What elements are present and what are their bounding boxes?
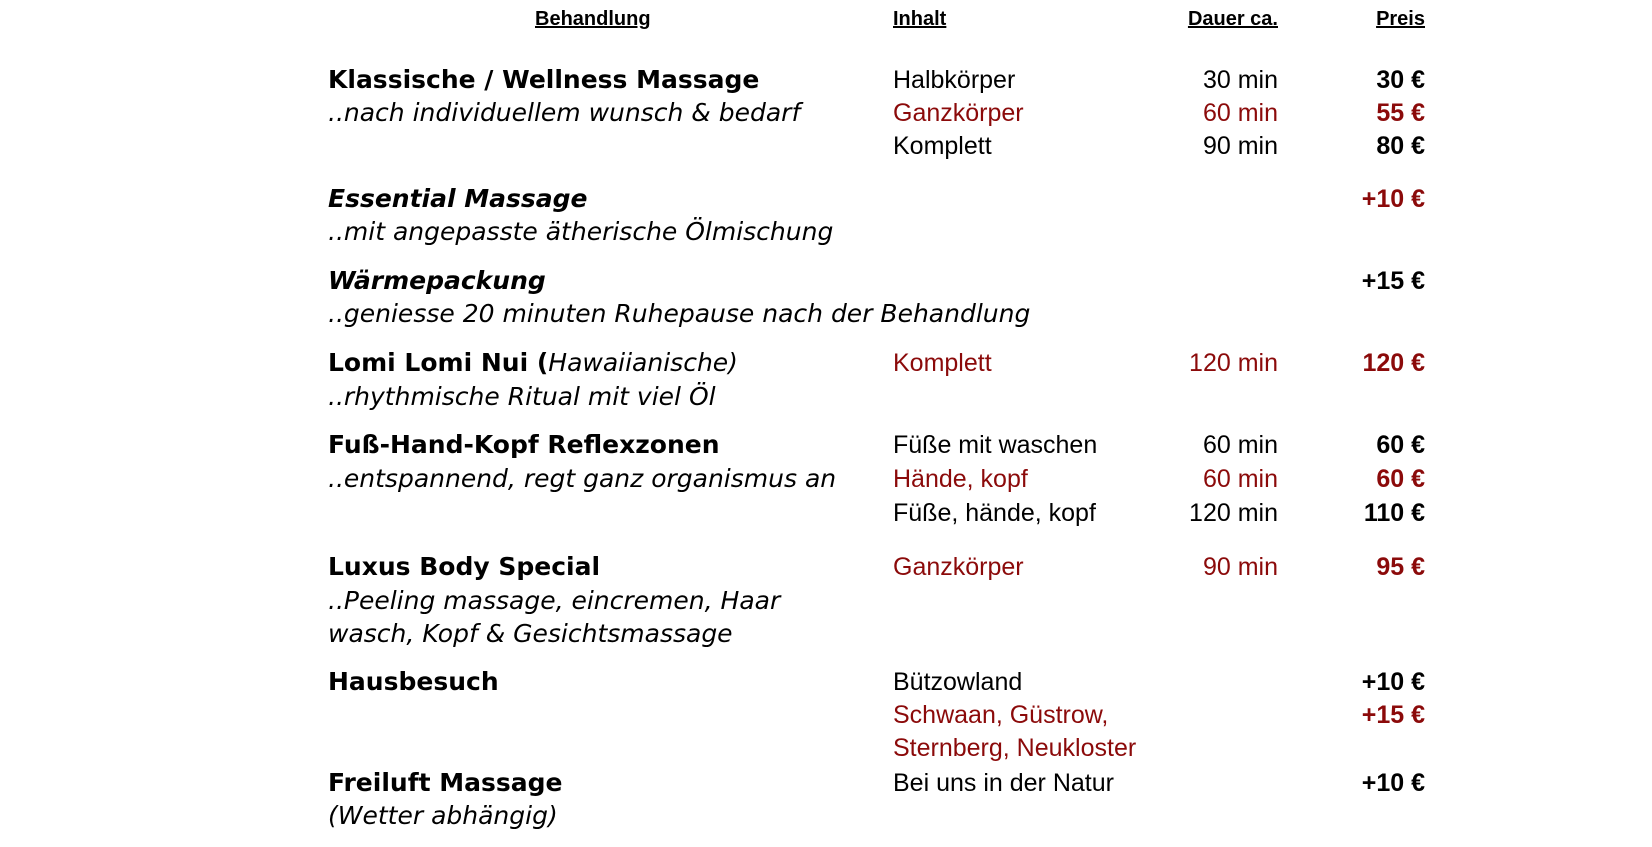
inhalt-cell: Füße, hände, kopf <box>893 499 1096 527</box>
dauer-cell: 120 min <box>1189 349 1278 377</box>
treatment-desc: ..rhythmische Ritual mit viel Öl <box>328 382 716 411</box>
treatment-name-italic: Hawaiianische) <box>548 348 738 377</box>
header-preis: Preis <box>1376 8 1425 30</box>
header-inhalt: Inhalt <box>893 8 947 30</box>
treatment-desc: (Wetter abhängig) <box>328 801 558 830</box>
treatment-desc: ..nach individuellem wunsch & bedarf <box>328 98 801 127</box>
inhalt-cell-line2: Sternberg, Neukloster <box>893 734 1137 762</box>
price-cell: +10 € <box>1361 185 1425 213</box>
treatment-name-main: Lomi Lomi Nui ( <box>328 348 549 377</box>
inhalt-cell: Halbkörper <box>893 66 1016 94</box>
inhalt-cell: Bei uns in der Natur <box>893 769 1114 797</box>
header-dauer: Dauer ca. <box>1187 8 1278 30</box>
price-cell: 60 € <box>1376 431 1425 459</box>
treatment-desc: ..Peeling massage, eincremen, Haar <box>328 586 781 615</box>
treatment-name: Wärmepackung <box>328 266 546 295</box>
treatment-desc: ..mit angepasste ätherische Ölmischung <box>328 217 834 246</box>
inhalt-cell: Schwaan, Güstrow, <box>893 701 1109 729</box>
price-cell: 110 € <box>1363 499 1425 527</box>
price-cell: 120 € <box>1362 349 1425 377</box>
inhalt-cell: Bützowland <box>893 668 1023 696</box>
inhalt-cell: Füße mit waschen <box>893 431 1098 459</box>
price-cell: 95 € <box>1376 553 1425 581</box>
dauer-cell: 90 min <box>1202 132 1278 160</box>
price-cell: 80 € <box>1376 132 1425 160</box>
dauer-cell: 30 min <box>1202 66 1278 94</box>
price-cell: +10 € <box>1361 668 1425 696</box>
treatment-name: Klassische / Wellness Massage <box>328 65 760 94</box>
inhalt-cell: Komplett <box>893 349 992 377</box>
dauer-cell: 90 min <box>1202 553 1278 581</box>
inhalt-cell: Ganzkörper <box>893 99 1024 127</box>
price-cell: +15 € <box>1361 267 1425 295</box>
treatment-desc: ..entspannend, regt ganz organismus an <box>328 464 837 493</box>
dauer-cell: 120 min <box>1189 499 1278 527</box>
treatment-name: Fuß-Hand-Kopf Reflexzonen <box>328 430 720 459</box>
treatment-name <box>328 346 738 380</box>
treatment-desc-line2: wasch, Kopf & Gesichtsmassage <box>328 619 733 648</box>
header-behandlung: Behandlung <box>535 8 651 30</box>
inhalt-cell: Ganzkörper <box>893 553 1024 581</box>
price-cell: 60 € <box>1376 465 1425 493</box>
treatment-name: Freiluft Massage <box>328 768 563 797</box>
inhalt-cell: Komplett <box>893 132 992 160</box>
treatment-desc: ..geniesse 20 minuten Ruhepause nach der Behandlung <box>328 299 1031 328</box>
dauer-cell: 60 min <box>1202 465 1278 493</box>
treatment-name: Luxus Body Special <box>328 552 601 581</box>
treatment-name: Hausbesuch <box>328 667 499 696</box>
inhalt-cell: Hände, kopf <box>893 465 1028 493</box>
dauer-cell: 60 min <box>1202 431 1278 459</box>
price-cell: +10 € <box>1361 769 1425 797</box>
treatment-name: Essential Massage <box>328 184 588 213</box>
dauer-cell: 60 min <box>1202 99 1278 127</box>
price-cell: 55 € <box>1376 99 1425 127</box>
price-cell: +15 € <box>1361 701 1425 729</box>
price-cell: 30 € <box>1376 66 1425 94</box>
